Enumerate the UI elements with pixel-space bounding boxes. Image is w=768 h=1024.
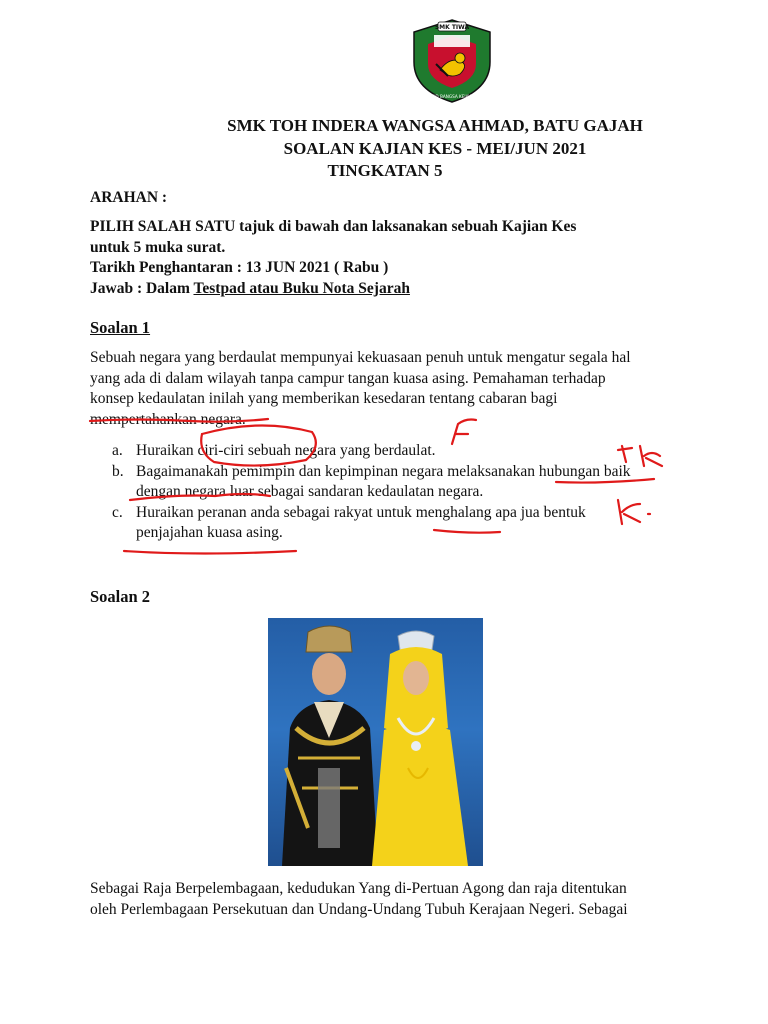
list-item-text: Huraikan peranan anda sebagai rakyat untuk menghalang apa jua bentuk — [136, 503, 586, 521]
question-1-paragraph — [90, 348, 690, 430]
question-1-heading: Soalan 1 — [90, 318, 151, 337]
paragraph-line: Sebuah negara yang berdaulat mempunyai kekuasaan penuh untuk mengatur segala hal — [90, 349, 631, 366]
instructions-block — [90, 217, 690, 299]
question-1-list — [112, 441, 672, 544]
paragraph-line: oleh Perlembagaan Persekutuan dan Undang-Undang Tubuh Kerajaan Negeri. Sebagai — [90, 900, 628, 918]
royal-portrait-photo — [268, 618, 483, 866]
list-item-text: dengan negara luar sebagai sandaran kedaulatan negara. — [136, 483, 484, 500]
paragraph-line: Sebagai Raja Berpelembagaan, kedudukan Yang di-Pertuan Agong dan raja ditentukan — [90, 880, 627, 897]
paragraph-line: konsep kedaulatan inilah yang memberikan kesedaran tentang cabaran bagi — [90, 390, 558, 407]
list-marker: c. — [112, 503, 123, 521]
form-level: TINGKATAN 5 — [327, 161, 443, 180]
list-marker: b. — [112, 462, 124, 480]
list-item-a — [112, 441, 672, 462]
answer-instruction — [90, 279, 690, 300]
instructions-heading: ARAHAN : — [90, 189, 168, 206]
instruction-emphasis: PILIH SALAH SATU — [90, 218, 236, 235]
crest-badge-text: SMK TIWA — [434, 24, 470, 31]
answer-medium: Testpad atau Buku Nota Sejarah — [193, 279, 410, 297]
exam-title: SOALAN KAJIAN KES - MEI/JUN 2021 — [283, 139, 587, 158]
answer-prefix: Jawab : Dalam — [90, 279, 194, 297]
list-marker: a. — [112, 442, 123, 459]
question-2-heading: Soalan 2 — [90, 587, 151, 606]
instruction-line-2: untuk 5 muka surat. — [90, 238, 226, 256]
list-item-text: Huraikan ciri-ciri sebuah negara yang berdaulat. — [136, 442, 436, 459]
paragraph-line: yang ada di dalam wilayah tanpa campur tangan kuasa asing. Pemahaman terhadap — [90, 369, 606, 387]
submission-date: Tarikh Penghantaran : 13 JUN 2021 ( Rabu ) — [90, 259, 389, 276]
school-crest-logo — [410, 18, 494, 104]
list-item-c — [112, 503, 672, 544]
instruction-line-1-rest: tajuk di bawah dan laksanakan sebuah Kajian Kes — [235, 218, 577, 235]
question-2-paragraph — [90, 879, 690, 920]
list-item-text: penjajahan kuasa asing. — [136, 524, 283, 541]
paragraph-line: mempertahankan negara. — [90, 410, 246, 428]
list-item-text: Bagaimanakah pemimpin dan kepimpinan negara melaksanakan hubungan baik — [136, 462, 631, 480]
instruction-line-1 — [90, 217, 690, 238]
ink-underline — [124, 551, 296, 554]
crest-motto: TEKAD BANGSA KEJAYAAN — [424, 94, 480, 99]
list-item-b — [112, 462, 672, 503]
school-name: SMK TOH INDERA WANGSA AHMAD, BATU GAJAH — [227, 116, 643, 135]
